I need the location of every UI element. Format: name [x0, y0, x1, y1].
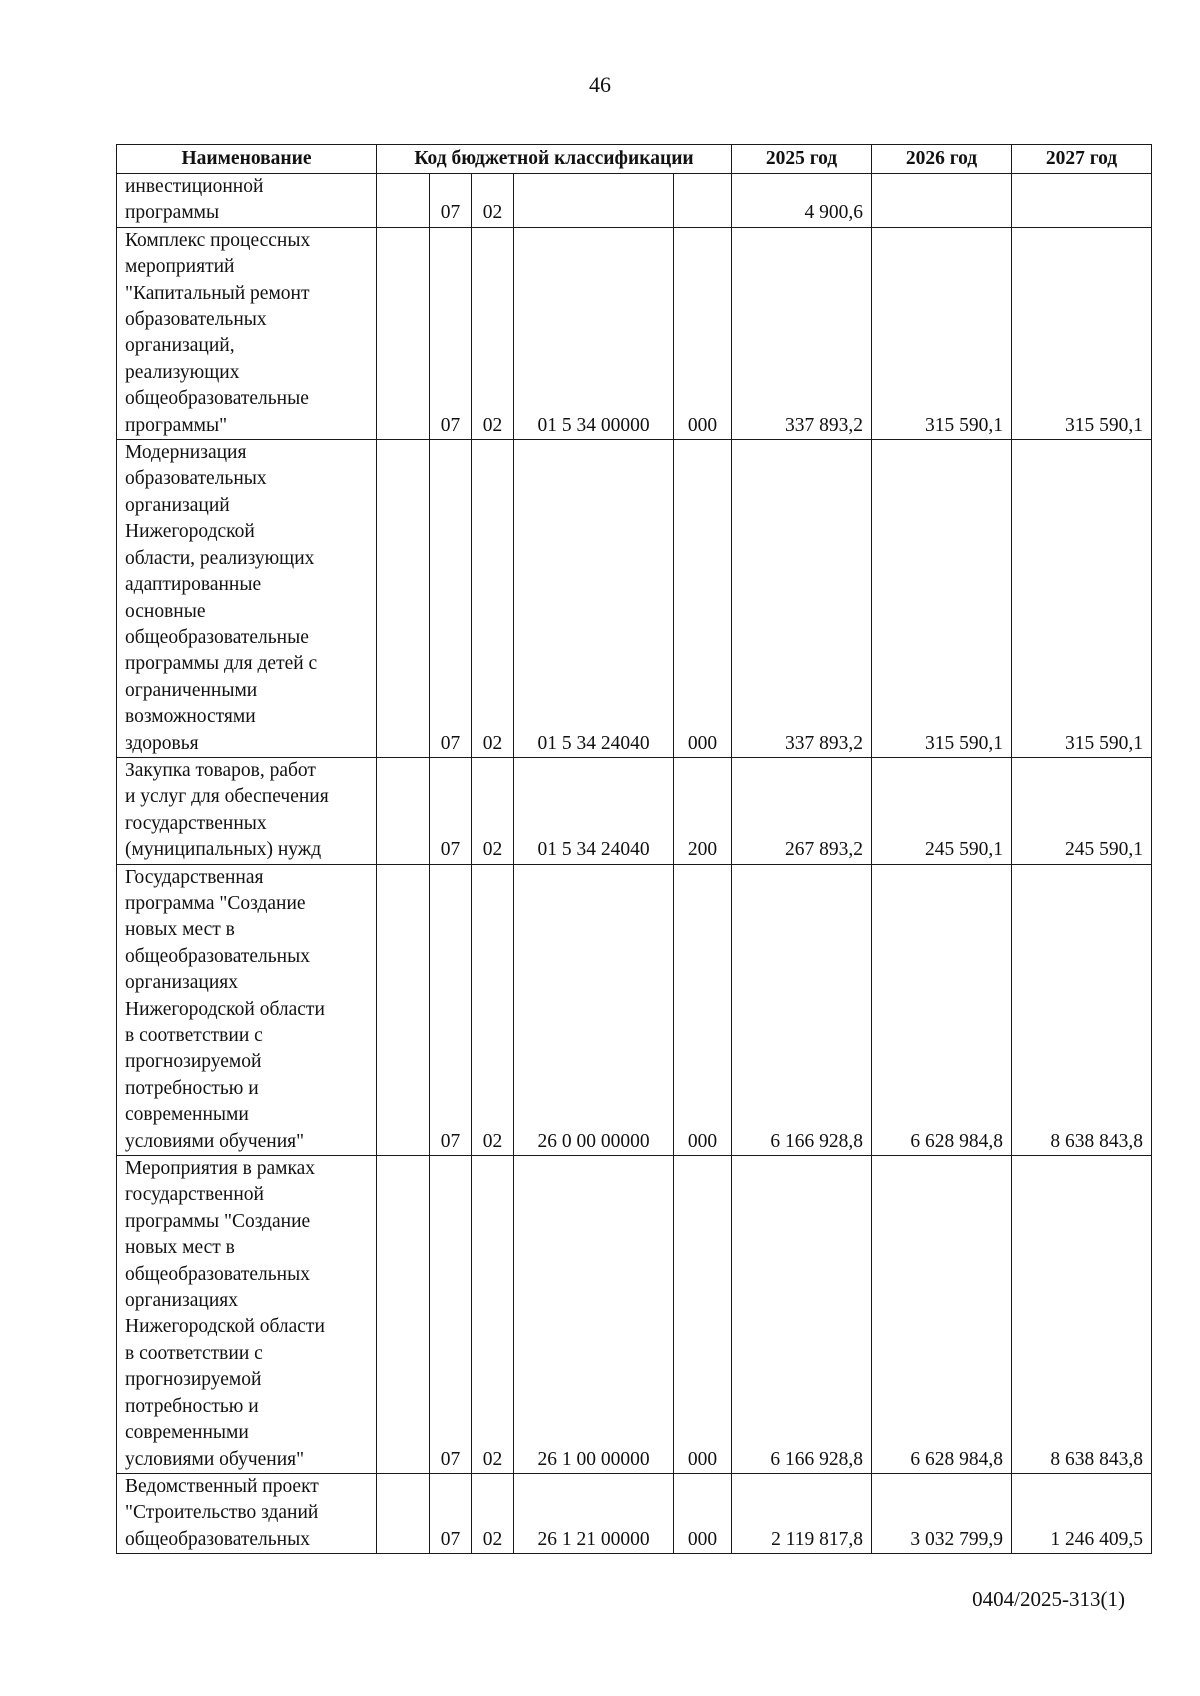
table-row	[117, 757, 1152, 864]
row-expense-type: 200	[674, 757, 732, 864]
row-section: 07	[430, 1473, 472, 1553]
row-section: 07	[430, 174, 472, 228]
row-ved	[377, 174, 430, 228]
row-amount-2027: 8 638 843,8	[1012, 1156, 1152, 1474]
row-amount-2027: 245 590,1	[1012, 757, 1152, 864]
table-header	[117, 145, 1152, 174]
row-subsection: 02	[472, 1473, 514, 1553]
row-subsection: 02	[472, 227, 514, 439]
row-amount-2025: 267 893,2	[732, 757, 872, 864]
row-subsection: 02	[472, 440, 514, 758]
row-name: Комплекс процессных мероприятий "Капитальный ремонт образовательных организаций, реализующих общеобразовательные программы"	[117, 227, 377, 439]
row-amount-2026: 6 628 984,8	[872, 1156, 1012, 1474]
row-amount-2026: 315 590,1	[872, 227, 1012, 439]
row-target-article: 01 5 34 00000	[514, 227, 674, 439]
row-ved	[377, 227, 430, 439]
row-section: 07	[430, 440, 472, 758]
row-expense-type	[674, 174, 732, 228]
header-year-2026: 2026 год	[872, 145, 1012, 174]
row-subsection: 02	[472, 757, 514, 864]
row-subsection: 02	[472, 1156, 514, 1474]
row-section: 07	[430, 227, 472, 439]
row-target-article: 01 5 34 24040	[514, 440, 674, 758]
row-expense-type: 000	[674, 1156, 732, 1474]
row-name: Мероприятия в рамках государственной программы "Создание новых мест в общеобразовательных организациях Нижегородской области в соответствии с прогнозируемой потребностью и современными условиями обучения"	[117, 1156, 377, 1474]
row-name: Ведомственный проект "Строительство зданий общеобразовательных	[117, 1473, 377, 1553]
row-amount-2025: 337 893,2	[732, 440, 872, 758]
row-ved	[377, 757, 430, 864]
table-row	[117, 1473, 1152, 1553]
table-row	[117, 227, 1152, 439]
row-ved	[377, 864, 430, 1155]
row-expense-type: 000	[674, 1473, 732, 1553]
row-ved	[377, 1473, 430, 1553]
row-target-article: 26 1 00 00000	[514, 1156, 674, 1474]
row-amount-2026: 315 590,1	[872, 440, 1012, 758]
row-name: Модернизация образовательных организаций Нижегородской области, реализующих адаптированные основные общеобразовательные программы для детей с ограниченными возможностями здоровья	[117, 440, 377, 758]
page-number: 46	[589, 72, 611, 97]
table-row	[117, 864, 1152, 1155]
row-subsection: 02	[472, 174, 514, 228]
row-name: инвестиционной программы	[117, 174, 377, 228]
row-section: 07	[430, 757, 472, 864]
row-amount-2026: 3 032 799,9	[872, 1473, 1012, 1553]
row-section: 07	[430, 1156, 472, 1474]
header-year-2027: 2027 год	[1012, 145, 1152, 174]
row-subsection: 02	[472, 864, 514, 1155]
row-amount-2025: 337 893,2	[732, 227, 872, 439]
row-amount-2025: 6 166 928,8	[732, 1156, 872, 1474]
row-expense-type: 000	[674, 227, 732, 439]
row-expense-type: 000	[674, 440, 732, 758]
row-section: 07	[430, 864, 472, 1155]
row-amount-2027: 8 638 843,8	[1012, 864, 1152, 1155]
row-amount-2027: 1 246 409,5	[1012, 1473, 1152, 1553]
table-row	[117, 1156, 1152, 1474]
row-amount-2027: 315 590,1	[1012, 440, 1152, 758]
budget-table	[116, 144, 1152, 1554]
row-target-article: 26 1 21 00000	[514, 1473, 674, 1553]
row-ved	[377, 440, 430, 758]
row-amount-2026: 245 590,1	[872, 757, 1012, 864]
table-row	[117, 440, 1152, 758]
header-name: Наименование	[117, 145, 377, 174]
row-amount-2026	[872, 174, 1012, 228]
document-code: 0404/2025-313(1)	[972, 1587, 1125, 1611]
row-amount-2026: 6 628 984,8	[872, 864, 1012, 1155]
row-expense-type: 000	[674, 864, 732, 1155]
row-name: Закупка товаров, работ и услуг для обеспечения государственных (муниципальных) нужд	[117, 757, 377, 864]
row-amount-2025: 6 166 928,8	[732, 864, 872, 1155]
row-amount-2027: 315 590,1	[1012, 227, 1152, 439]
table-body	[117, 174, 1152, 1554]
row-amount-2027	[1012, 174, 1152, 228]
row-amount-2025: 2 119 817,8	[732, 1473, 872, 1553]
row-name: Государственная программа "Создание новых мест в общеобразовательных организациях Нижегородской области в соответствии с прогнозируемой потребностью и современными условиями обучения"	[117, 864, 377, 1155]
row-ved	[377, 1156, 430, 1474]
table-row	[117, 174, 1152, 228]
row-target-article: 26 0 00 00000	[514, 864, 674, 1155]
header-year-2025: 2025 год	[732, 145, 872, 174]
header-budget-code: Код бюджетной классификации	[377, 145, 732, 174]
row-target-article: 01 5 34 24040	[514, 757, 674, 864]
row-target-article	[514, 174, 674, 228]
row-amount-2025: 4 900,6	[732, 174, 872, 228]
